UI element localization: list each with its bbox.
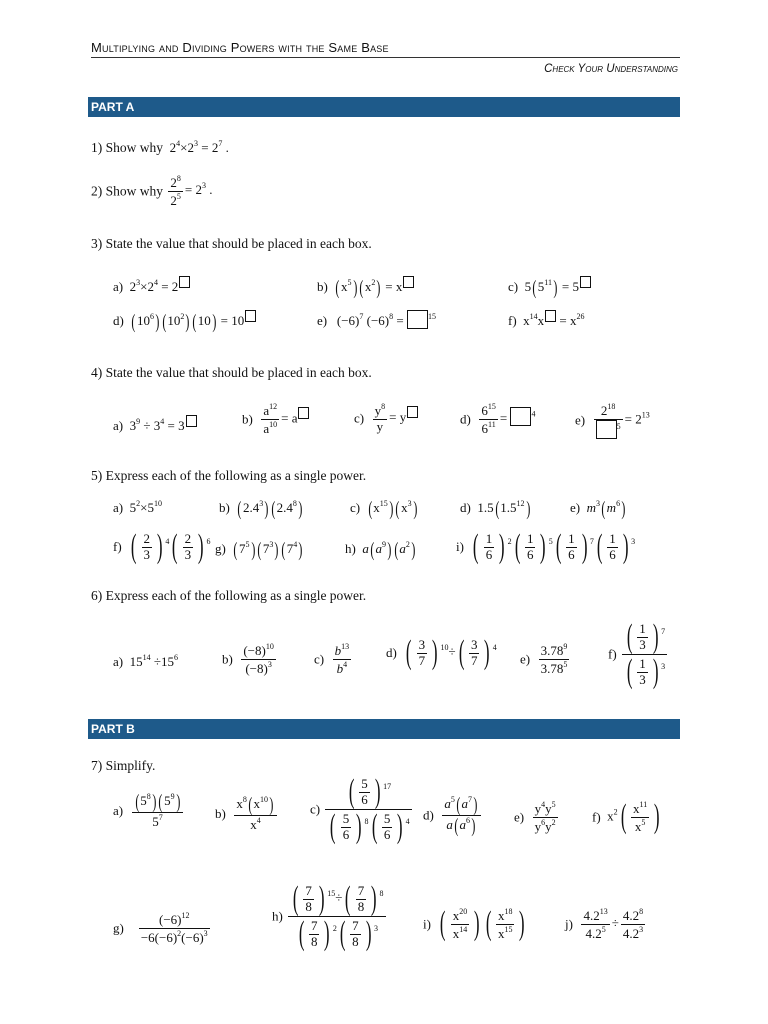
q3e: e) $(-6)^7$ $(-6)^8 = ^{15}$	[317, 312, 436, 328]
answer-box[interactable]	[580, 276, 591, 288]
question-2	[91, 174, 212, 209]
q7d: d) $\frac{a^5(a^7)}{a(a^6)}$	[423, 795, 483, 836]
q6a: a) $15^{14} \div 15^6$	[113, 653, 178, 669]
q5a: a) $5^2\times 5^{10}$	[113, 499, 162, 515]
q6e: e) $\frac{3.78^9}{3.78^5}$	[520, 642, 568, 676]
question-4: 4) State the value that should be placed in each box.	[91, 365, 372, 380]
q7j: j) $\frac{4.2^{13}}{4.2^5}$ ÷ $\frac{4.2^8}{4.2^3}$	[565, 907, 644, 941]
q3d: d) $(10^6)$ $(10^2) (10) = 10$	[113, 310, 256, 332]
q7h: h) ( $\frac{7}{8}$ ) $^{15}$÷( $\frac{7}{8}$ ) $^8$ ( $\frac{7}{8}$ ) $^2$( $\frac{7}{8}$ ) $^3$	[272, 880, 384, 952]
q3b: b) $(x^5) (x^2) = x$	[317, 276, 414, 298]
answer-box[interactable]	[407, 310, 428, 329]
q4d: d) $\frac{6^{15}}{6^{11}}$ = $^4$	[460, 402, 536, 436]
q3a: a) $2^3\times 2^4 = 2$	[113, 276, 190, 295]
q3f: f) $x^{14}x = x^{26}$	[508, 312, 585, 328]
q7f: f) $x^2$( $\frac{x^{11}}{x^5}$ )	[592, 798, 660, 836]
q5f: f) ( $\frac{2}{3}$ ) $^4$( $\frac{2}{3}$ ) $^6$	[113, 528, 211, 565]
q7i: i) ( $\frac{x^{20}}{x^{14}}$ ) ( $\frac{x^{18}}{x^{15}}$ )	[423, 905, 525, 943]
question-6: 6) Express each of the following as a single power.	[91, 588, 367, 603]
q7g: g) $\frac{(-6)^{12}}{-6(-6)^2(-6)^3}$	[113, 911, 208, 945]
q5h: h) $a(a^9)$ $(a^2)$	[345, 539, 416, 562]
answer-box[interactable]	[407, 406, 418, 418]
header-rule	[91, 57, 680, 58]
question-3: 3) State the value that should be placed in each box.	[91, 236, 372, 251]
q4e: e) $\frac{2^{18}}{^5}$ = $2^{13}$	[575, 402, 650, 439]
q4a: a) $3^9 \div 3^4 = 3$	[113, 415, 197, 434]
part-b-banner: PART B	[88, 719, 680, 739]
q5d: d) $1.5(1.5^{12})$	[460, 498, 530, 521]
answer-box[interactable]	[186, 415, 197, 427]
page-title: Multiplying and Dividing Powers with the Same Base	[91, 40, 389, 55]
q4c: c) $\frac{y^8}{y}$ = y	[354, 402, 418, 435]
q3c: c) $5(5^{11}) = 5$	[508, 276, 591, 298]
answer-box[interactable]	[298, 407, 309, 419]
question-1-text: 1) Show why	[91, 140, 164, 155]
question-2-text: 2) Show why	[91, 183, 164, 199]
q7b: b) $\frac{x^8(x^{10})}{x^4}$	[215, 795, 279, 833]
q7a: a) $\frac{(5^8) (5^9)}{5^7}$	[113, 792, 185, 830]
answer-box[interactable]	[510, 407, 531, 426]
q5i: i) ( $\frac{1}{6}$ ) $^2$( $\frac{1}{6}$ ) $^5$( $\frac{1}{6}$ ) $^7$( $\frac{1}{6}$ ) $^3$	[456, 528, 636, 565]
q6d: d) ( $\frac{3}{7}$ ) $^{10}$÷( $\frac{3}{7}$ ) $^4$	[386, 634, 497, 671]
q6c: c) $\frac{b^{13}}{b^4}$	[314, 642, 350, 676]
q6f: f) ( $\frac{1}{3}$ ) $^7$ ( $\frac{1}{3}$ ) $^3$	[608, 618, 666, 690]
answer-box[interactable]	[545, 310, 556, 322]
question-1	[91, 139, 229, 156]
answer-box[interactable]	[179, 276, 190, 288]
q5e: e) $m^3(m^6)$	[570, 498, 626, 521]
q6b: b) $\frac{(-8)^{10}}{(-8)^3}$	[222, 642, 274, 676]
answer-box[interactable]	[245, 310, 256, 322]
question-7: 7) Simplify.	[91, 758, 156, 773]
q7c: c) ( $\frac{5}{6}$ ) $^{17}$ ( $\frac{5}{6}$ ) $^8$( $\frac{5}{6}$ ) $^4$	[310, 773, 410, 845]
page-subtitle: Check Your Understanding	[544, 63, 678, 75]
answer-box[interactable]	[596, 420, 617, 439]
q7e: e) $\frac{y^4y^5}{y^6y^2}$	[514, 800, 556, 834]
answer-box[interactable]	[403, 276, 414, 288]
question-2-expression: $\frac{2^8}{2^5}$ = $2^3$ .	[170, 174, 213, 208]
part-a-banner: PART A	[88, 97, 680, 117]
q4b: b) $\frac{a^{12}}{a^{10}}$ = a	[242, 402, 309, 437]
q5g: g) $(7^5)$ $(7^3)$ $(7^4)$	[215, 539, 303, 562]
q5b: b) $(2.4^3)$ $(2.4^8)$	[219, 498, 303, 521]
question-1-expression: $2^4\times 2^3 = 2^7$ .	[166, 139, 229, 155]
q5c: c) $(x^{15})$ $(x^3)$	[350, 498, 417, 521]
question-5: 5) Express each of the following as a single power.	[91, 468, 367, 483]
